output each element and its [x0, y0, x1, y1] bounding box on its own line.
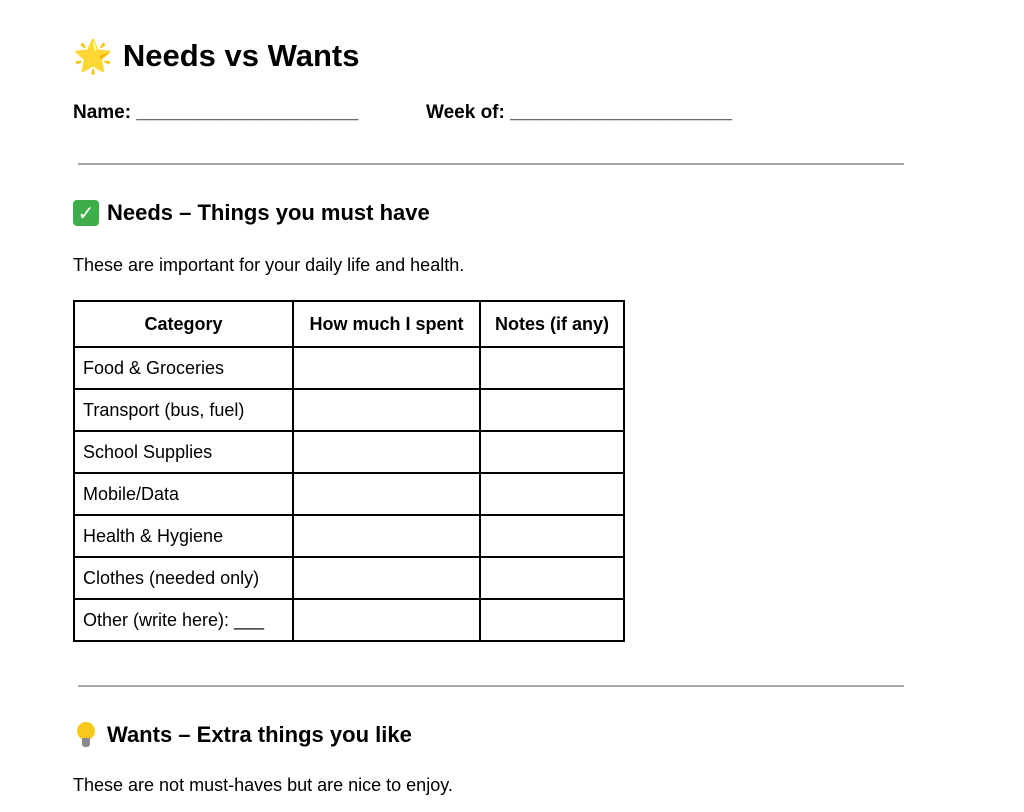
week-of-field[interactable]: Week of: _____________________ [426, 102, 733, 123]
light-bulb-icon [73, 721, 99, 749]
category-cell: School Supplies [74, 431, 293, 473]
category-cell: Transport (bus, fuel) [74, 389, 293, 431]
divider [78, 685, 904, 687]
table-row [74, 515, 624, 557]
category-cell: Clothes (needed only) [74, 557, 293, 599]
table-row [74, 431, 624, 473]
table-row [74, 599, 624, 641]
table-row [74, 389, 624, 431]
amount-cell[interactable] [293, 389, 480, 431]
notes-cell[interactable] [480, 347, 624, 389]
notes-cell[interactable] [480, 431, 624, 473]
notes-cell[interactable] [480, 473, 624, 515]
category-cell: Mobile/Data [74, 473, 293, 515]
amount-cell[interactable] [293, 557, 480, 599]
table-row [74, 347, 624, 389]
notes-cell[interactable] [480, 389, 624, 431]
amount-cell[interactable] [293, 599, 480, 641]
wants-heading [73, 721, 412, 749]
amount-cell[interactable] [293, 347, 480, 389]
needs-heading-text: Needs – Things you must have [107, 200, 430, 225]
needs-heading [73, 200, 430, 226]
column-header-amount: How much I spent [293, 301, 480, 347]
category-cell: Food & Groceries [74, 347, 293, 389]
page-title-text: Needs vs Wants [122, 38, 360, 73]
column-header-category: Category [74, 301, 293, 347]
check-mark-icon: ✓ [73, 200, 99, 226]
amount-cell[interactable] [293, 431, 480, 473]
column-header-notes: Notes (if any) [480, 301, 624, 347]
star-icon: 🌟 [73, 37, 113, 75]
table-row [74, 557, 624, 599]
needs-description: These are important for your daily life and health. [73, 255, 465, 275]
notes-cell[interactable] [480, 557, 624, 599]
table-row [74, 473, 624, 515]
wants-heading-text: Wants – Extra things you like [107, 722, 412, 747]
category-cell: Health & Hygiene [74, 515, 293, 557]
amount-cell[interactable] [293, 473, 480, 515]
needs-table [73, 300, 625, 642]
wants-description: These are not must-haves but are nice to enjoy. [73, 775, 453, 795]
notes-cell[interactable] [480, 515, 624, 557]
category-cell: Other (write here): ___ [74, 599, 293, 641]
page-title [73, 38, 359, 74]
divider [78, 163, 904, 165]
amount-cell[interactable] [293, 515, 480, 557]
name-field[interactable]: Name: _____________________ [73, 102, 359, 123]
table-header-row [74, 301, 624, 347]
notes-cell[interactable] [480, 599, 624, 641]
